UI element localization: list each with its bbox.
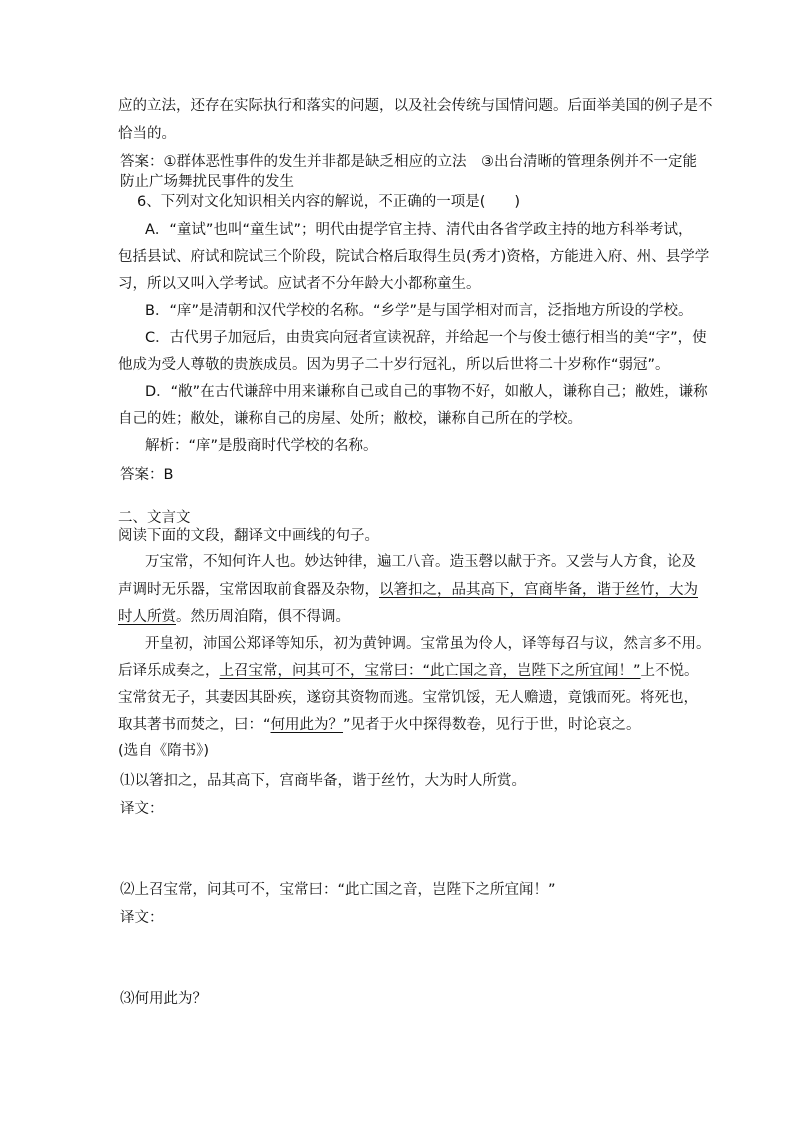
translation-label: 译文： [120,801,164,817]
passage-line [118,607,350,627]
analysis-line: 解析：“庠”是殷商时代学校的名称。 [145,438,378,454]
passage-line [118,580,698,600]
option-b-line: B．“庠”是清朝和汉代学校的名称。“乡学”是与国学相对而言，泛指地方所设的学校。 [145,303,693,319]
passage-line [118,661,699,681]
option-c-line: 他成为受人尊敬的贵族成员。因为男子二十岁行冠礼，所以后世将二十岁称作“弱冠”。 [118,357,670,373]
translation-question: ⑴以箸扣之，品其高下，宫商毕备，谐于丝竹，大为时人所赏。 [120,773,526,789]
passage-text: 声调时无乐器，宝常因取前食器及杂物， [118,582,379,598]
body-text-line: 应的立法，还存在实际执行和落实的问题，以及社会传统与国情问题。后面举美国的例子是不 [118,98,713,114]
underlined-sentence: 何用此为？ [270,717,344,733]
option-a-line: 习，所以又叫入学考试。应试者不分年龄大小都称童生。 [118,276,481,292]
option-a-line: A．“童试”也叫“童生试”；明代由提学官主持、清代由各省学政主持的地方科举考试， [145,222,693,238]
translation-label: 译文： [120,910,164,926]
answer-line: 答案：B [120,467,174,483]
instruction-line: 阅读下面的文段，翻译文中画线的句子。 [118,528,379,544]
underlined-sentence: 上召宝常，问其可不，宝常曰：“此亡国之音，岂陛下之所宜闻！” [219,663,641,679]
option-a-line: 包括县试、府试和院试三个阶段，院试合格后取得生员(秀才)资格，方能进入府、州、县学学 [118,249,710,265]
passage-text: 取其著书而焚之，曰：“ [118,717,271,733]
underlined-sentence: 以箸扣之，品其高下，宫商毕备，谐于丝竹，大为 [379,582,698,598]
passage-text: 。然历周洎隋，俱不得调。 [176,609,350,625]
translation-question: ⑵上召宝常，问其可不，宝常曰：“此亡国之音，岂陛下之所宜闻！” [120,882,556,898]
passage-line: 宝常贫无子，其妻因其卧疾，遂窃其资物而逃。宝常饥馁，无人赡遗，竟饿而死。将死也， [118,690,698,706]
passage-line [118,715,641,735]
passage-line: 开皇初，沛国公郑译等知乐，初为黄钟调。宝常虽为伶人，译等每召与议，然言多不用。 [145,636,711,652]
option-d-line: D．“敝”在古代谦辞中用来谦称自己或自己的事物不好，如敝人，谦称自己；敝姓，谦称 [145,384,708,400]
body-text-line: 恰当的。 [118,126,176,142]
answer-line: 防止广场舞扰民事件的发生 [120,174,294,190]
answer-line: 答案：①群体恶性事件的发生并非都是缺乏相应的立法 ③出台清晰的管理条例并不一定能 [120,154,697,170]
option-d-line: 自己的姓；敝处，谦称自己的房屋、处所；敝校，谦称自己所在的学校。 [118,411,582,427]
translation-question: ⑶何用此为？ [120,991,207,1007]
passage-line: 万宝常，不知何许人也。妙达钟律，遍工八音。造玉磬以献于齐。又尝与人方食，论及 [145,554,696,570]
question-stem: 6、下列对文化知识相关内容的解说，不正确的一项是( ) [137,194,521,210]
section-heading: 二、文言文 [118,510,191,526]
underlined-sentence: 时人所赏 [118,609,176,625]
source-citation: (选自《隋书》) [118,743,210,759]
passage-text: 后译乐成奏之， [118,663,220,679]
passage-text: 上不悦。 [640,663,699,679]
passage-text: ”见者于火中探得数卷，见行于世，时论哀之。 [343,717,641,733]
option-c-line: C．古代男子加冠后，由贵宾向冠者宣读祝辞，并给起一个与俊士德行相当的美“字”，使 [145,330,707,346]
